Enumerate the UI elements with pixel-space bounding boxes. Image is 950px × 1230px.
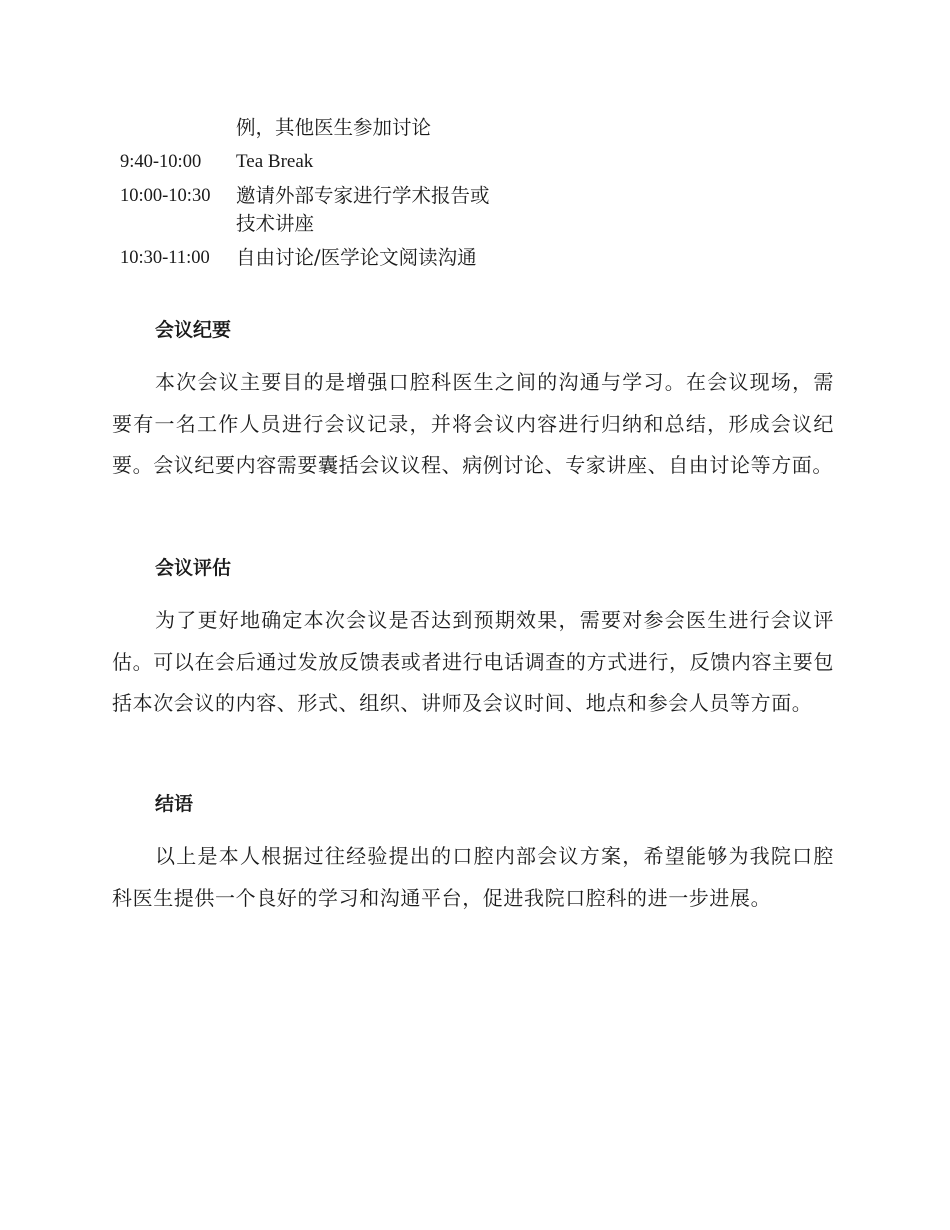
schedule-row	[120, 244, 520, 272]
schedule-row	[120, 114, 520, 142]
section-conclusion	[112, 790, 834, 919]
section-heading: 会议评估	[155, 557, 232, 579]
schedule-description: Tea Break	[236, 151, 314, 172]
section-heading: 结语	[155, 793, 194, 815]
section-evaluation	[112, 554, 834, 725]
schedule-table	[120, 114, 520, 278]
section-paragraph: 本次会议主要目的是增强口腔科医生之间的沟通与学习。在会议现场，需要有一名工作人员进行会议记录，并将会议内容进行归纳和总结，形成会议纪要。会议纪要内容需要囊括会议议程、病例讨论、专家讲座、自由讨论等方面。	[112, 370, 834, 477]
schedule-row	[120, 148, 520, 176]
section-minutes	[112, 316, 834, 487]
schedule-row	[120, 182, 520, 238]
section-paragraph: 为了更好地确定本次会议是否达到预期效果，需要对参会医生进行会议评估。可以在会后通过发放反馈表或者进行电话调查的方式进行，反馈内容主要包括本次会议的内容、形式、组织、讲师及会议时间、地点和参会人员等方面。	[112, 608, 834, 715]
section-heading: 会议纪要	[155, 319, 232, 341]
schedule-description: 自由讨论/医学论文阅读沟通	[236, 246, 477, 269]
schedule-time: 10:30-11:00	[120, 248, 210, 268]
schedule-description: 例，其他医生参加讨论	[236, 116, 432, 139]
schedule-time: 9:40-10:00	[120, 152, 202, 172]
schedule-time: 10:00-10:30	[120, 186, 211, 206]
section-paragraph: 以上是本人根据过往经验提出的口腔内部会议方案，希望能够为我院口腔科医生提供一个良好的学习和沟通平台，促进我院口腔科的进一步进展。	[112, 844, 834, 910]
schedule-description: 邀请外部专家进行学术报告或技术讲座	[236, 184, 490, 235]
